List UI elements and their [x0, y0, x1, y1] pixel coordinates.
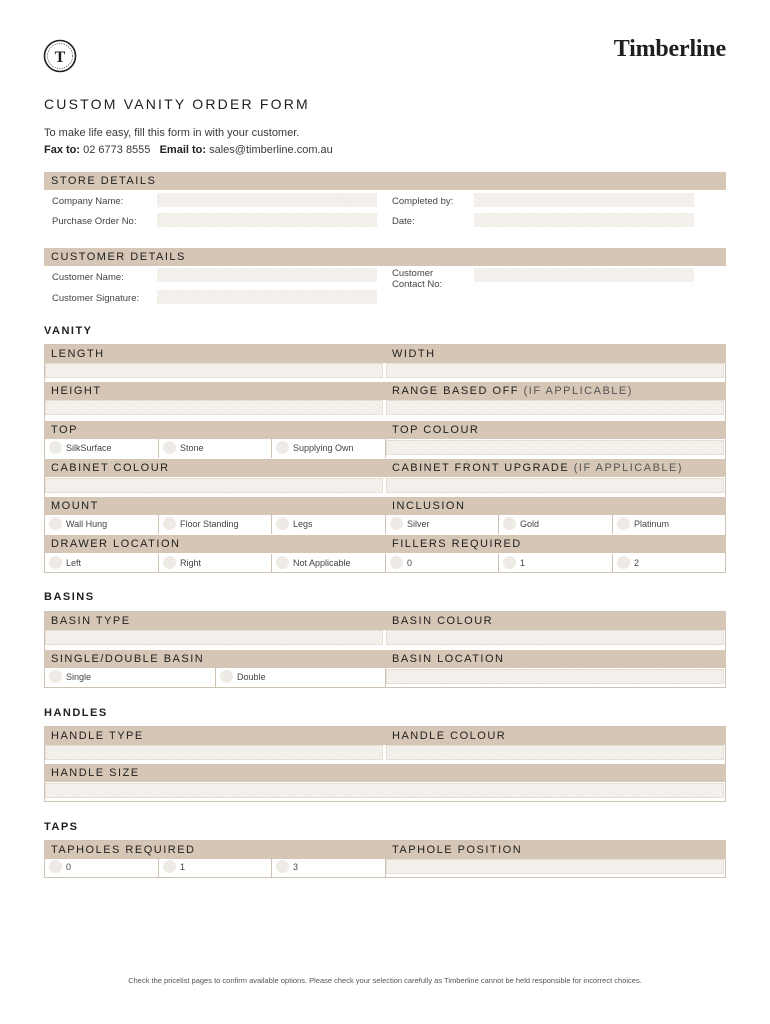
timberline-logo-icon	[43, 39, 77, 73]
basin-colour-header: BASIN COLOUR	[385, 612, 726, 630]
taps-section-title: TAPS	[44, 821, 79, 833]
inclusion-option-label: Gold	[520, 519, 540, 529]
customer-details-header: CUSTOMER DETAILS	[44, 248, 726, 266]
divider	[385, 554, 386, 573]
top-colour-header: TOP COLOUR	[385, 421, 726, 439]
divider	[215, 668, 216, 687]
mount-header: MOUNT	[44, 497, 385, 515]
length-field[interactable]	[45, 363, 383, 378]
divider	[271, 858, 272, 877]
handle-colour-header: HANDLE COLOUR	[385, 727, 726, 745]
range-header: RANGE BASED OFF (IF APPLICABLE)	[385, 382, 726, 400]
mount-option-label: Floor Standing	[180, 519, 239, 529]
company-name-field[interactable]	[157, 193, 377, 207]
cabinet-front-field[interactable]	[386, 478, 724, 493]
date-field[interactable]	[474, 213, 694, 227]
drawer-option-label: Left	[66, 558, 82, 568]
inclusion-option-label: Platinum	[634, 519, 670, 529]
vanity-section-title: VANITY	[44, 325, 93, 337]
inclusion-platinum-radio[interactable]	[617, 517, 630, 530]
top-option-label: Supplying Own	[293, 443, 354, 453]
taphole-position-field[interactable]	[386, 859, 724, 874]
basin-single-radio[interactable]	[49, 670, 62, 683]
fillers-0-radio[interactable]	[390, 556, 403, 569]
date-label: Date:	[392, 216, 415, 227]
drawer-left-radio[interactable]	[49, 556, 62, 569]
purchase-order-field[interactable]	[157, 213, 377, 227]
handle-colour-field[interactable]	[386, 745, 724, 760]
handle-size-header: HANDLE SIZE	[44, 764, 726, 782]
handle-type-header: HANDLE TYPE	[44, 727, 385, 745]
divider	[271, 439, 272, 458]
purchase-order-label: Purchase Order No:	[52, 216, 137, 227]
divider	[498, 515, 499, 534]
divider	[158, 554, 159, 573]
top-stone-radio[interactable]	[163, 441, 176, 454]
footer-note: Check the pricelist pages to confirm available options. Please check your selection carefully as Timberline cannot be held responsible for incorrect choices.	[128, 976, 642, 985]
company-name-label: Company Name:	[52, 196, 124, 207]
basin-type-header: BASIN TYPE	[44, 612, 385, 630]
store-details-header: STORE DETAILS	[44, 172, 726, 190]
top-option-label: Stone	[180, 443, 204, 453]
drawer-option-label: Right	[180, 558, 202, 568]
mount-floor-standing-radio[interactable]	[163, 517, 176, 530]
intro-text: To make life easy, fill this form in with your customer.	[44, 127, 300, 139]
cabinet-colour-header: CABINET COLOUR	[44, 459, 385, 477]
inclusion-gold-radio[interactable]	[503, 517, 516, 530]
contact-line	[44, 144, 333, 156]
mount-legs-radio[interactable]	[276, 517, 289, 530]
customer-name-field[interactable]	[157, 268, 377, 282]
basin-location-header: BASIN LOCATION	[385, 650, 726, 668]
fax-label: Fax to:	[44, 144, 81, 156]
tapholes-3-radio[interactable]	[276, 860, 289, 873]
fillers-option-label: 2	[634, 558, 640, 568]
cabinet-front-header: CABINET FRONT UPGRADE (IF APPLICABLE)	[385, 459, 726, 477]
divider	[612, 515, 613, 534]
divider	[271, 554, 272, 573]
basin-double-radio[interactable]	[220, 670, 233, 683]
drawer-not-applicable-radio[interactable]	[276, 556, 289, 569]
top-supplying-own-radio[interactable]	[276, 441, 289, 454]
customer-name-label: Customer Name:	[52, 272, 124, 283]
height-field[interactable]	[45, 400, 383, 415]
inclusion-header: INCLUSION	[385, 497, 726, 515]
divider	[612, 554, 613, 573]
basin-location-field[interactable]	[386, 669, 724, 684]
drawer-right-radio[interactable]	[163, 556, 176, 569]
logo-letter: T	[54, 49, 66, 66]
top-header: TOP	[44, 421, 385, 439]
range-field[interactable]	[386, 400, 724, 415]
inclusion-silver-radio[interactable]	[390, 517, 403, 530]
divider	[385, 515, 386, 534]
taphole-position-header: TAPHOLE POSITION	[385, 841, 726, 859]
mount-option-label: Legs	[293, 519, 313, 529]
fillers-option-label: 0	[407, 558, 413, 568]
divider	[158, 858, 159, 877]
tapholes-option-label: 3	[293, 862, 299, 872]
inclusion-option-label: Silver	[407, 519, 430, 529]
drawer-location-header: DRAWER LOCATION	[44, 535, 385, 553]
email-label: Email to:	[159, 144, 207, 156]
width-header: WIDTH	[385, 345, 726, 363]
handle-type-field[interactable]	[45, 745, 383, 760]
tapholes-0-radio[interactable]	[49, 860, 62, 873]
basin-option-label: Double	[237, 672, 266, 682]
tapholes-required-header: TAPHOLES REQUIRED	[44, 841, 385, 859]
divider	[158, 439, 159, 458]
width-field[interactable]	[386, 363, 724, 378]
drawer-option-label: Not Applicable	[293, 558, 351, 568]
basins-section-title: BASINS	[44, 591, 95, 603]
tapholes-option-label: 0	[66, 862, 72, 872]
customer-signature-field[interactable]	[157, 290, 377, 304]
fillers-header: FILLERS REQUIRED	[385, 535, 726, 553]
completed-by-label: Completed by:	[392, 196, 454, 207]
top-colour-field[interactable]	[386, 440, 724, 455]
completed-by-field[interactable]	[474, 193, 694, 207]
fax-number: 02 6773 8555	[83, 144, 151, 156]
handles-section-title: HANDLES	[44, 707, 108, 719]
length-header: LENGTH	[44, 345, 385, 363]
email-address[interactable]: sales@timberline.com.au	[209, 144, 333, 156]
brand-name: Timberline	[613, 36, 726, 62]
customer-signature-label: Customer Signature:	[52, 293, 140, 304]
page-title: CUSTOM VANITY ORDER FORM	[44, 96, 310, 112]
fillers-1-radio[interactable]	[503, 556, 516, 569]
cabinet-colour-field[interactable]	[45, 478, 383, 493]
divider	[271, 515, 272, 534]
handle-size-field[interactable]	[45, 783, 724, 798]
customer-contact-field[interactable]	[474, 268, 694, 282]
top-option-label: SilkSurface	[66, 443, 112, 453]
mount-wall-hung-radio[interactable]	[49, 517, 62, 530]
mount-option-label: Wall Hung	[66, 519, 108, 529]
customer-contact-label: Customer Contact No:	[392, 268, 443, 290]
basin-colour-field[interactable]	[386, 630, 724, 645]
height-header: HEIGHT	[44, 382, 385, 400]
divider	[158, 515, 159, 534]
basin-option-label: Single	[66, 672, 92, 682]
divider	[498, 554, 499, 573]
single-double-header: SINGLE/DOUBLE BASIN	[44, 650, 385, 668]
basin-type-field[interactable]	[45, 630, 383, 645]
fillers-2-radio[interactable]	[617, 556, 630, 569]
top-silksurface-radio[interactable]	[49, 441, 62, 454]
tapholes-option-label: 1	[180, 862, 186, 872]
fillers-option-label: 1	[520, 558, 526, 568]
tapholes-1-radio[interactable]	[163, 860, 176, 873]
